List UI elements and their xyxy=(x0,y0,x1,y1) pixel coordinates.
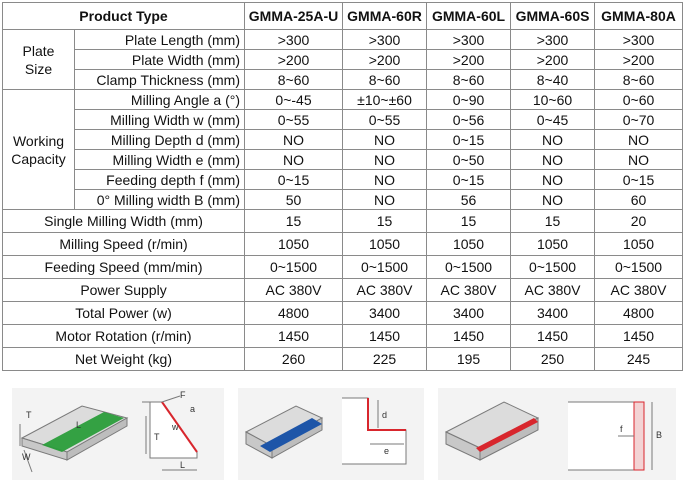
fig-label: T xyxy=(154,432,160,442)
cell: 3400 xyxy=(427,302,511,325)
table-row xyxy=(3,90,683,110)
cell: >300 xyxy=(245,30,343,50)
diagram-strip xyxy=(2,382,682,486)
cell: 20 xyxy=(595,210,683,233)
cell: 8~60 xyxy=(427,70,511,90)
cell: NO xyxy=(343,130,427,150)
fig-label: f xyxy=(620,424,623,434)
cell: 0~-45 xyxy=(245,90,343,110)
fig-label: W xyxy=(22,452,31,462)
group-working-capacity xyxy=(3,90,75,210)
group-label: Plate xyxy=(22,42,55,59)
cell: ±10~±60 xyxy=(343,90,427,110)
dim-line xyxy=(162,396,180,402)
param-label: Feeding depth f (mm) xyxy=(75,170,245,190)
cell: NO xyxy=(245,130,343,150)
cell: >200 xyxy=(343,50,427,70)
table-row xyxy=(3,279,683,302)
table-row xyxy=(3,30,683,50)
cell: 0~15 xyxy=(427,170,511,190)
cell: 0~15 xyxy=(245,170,343,190)
cell: 1050 xyxy=(427,233,511,256)
cell: 195 xyxy=(427,348,511,371)
table-row xyxy=(3,50,683,70)
milled-face xyxy=(634,402,644,470)
table-row xyxy=(3,302,683,325)
cell: 1050 xyxy=(595,233,683,256)
cell: 0~1500 xyxy=(595,256,683,279)
cell: 4800 xyxy=(245,302,343,325)
table-row xyxy=(3,130,683,150)
flat-diagram-svg xyxy=(438,388,676,480)
cell: NO xyxy=(343,190,427,210)
cell: 15 xyxy=(427,210,511,233)
step-diagram-svg xyxy=(238,388,424,480)
cell: 0~50 xyxy=(427,150,511,170)
cell: 0~1500 xyxy=(343,256,427,279)
table-row xyxy=(3,70,683,90)
section-profile xyxy=(142,402,197,458)
param-label: Plate Length (mm) xyxy=(75,30,245,50)
model-header: GMMA-80A xyxy=(595,3,683,30)
cell: 0~15 xyxy=(427,130,511,150)
cell: AC 380V xyxy=(595,279,683,302)
cell: 0~55 xyxy=(343,110,427,130)
model-header: GMMA-60R xyxy=(343,3,427,30)
cell: 245 xyxy=(595,348,683,371)
cell: 0~15 xyxy=(595,170,683,190)
table-row xyxy=(3,256,683,279)
cell: 1450 xyxy=(595,325,683,348)
table-row xyxy=(3,348,683,371)
cell: NO xyxy=(595,130,683,150)
param-label: Milling Width e (mm) xyxy=(75,150,245,170)
param-label: Plate Width (mm) xyxy=(75,50,245,70)
cell: 8~60 xyxy=(343,70,427,90)
fig-label: L xyxy=(76,420,82,430)
fig-label: T xyxy=(26,410,32,420)
cell: NO xyxy=(511,130,595,150)
fig-label: F xyxy=(180,390,186,400)
cell: NO xyxy=(343,150,427,170)
table-row xyxy=(3,233,683,256)
table-row xyxy=(3,110,683,130)
bevel-diagram-svg xyxy=(12,388,224,480)
cell: 225 xyxy=(343,348,427,371)
table-row xyxy=(3,325,683,348)
param-label: Clamp Thickness (mm) xyxy=(75,70,245,90)
group-label: Capacity xyxy=(11,150,66,167)
cell: >200 xyxy=(511,50,595,70)
param-label: 0° Milling width B (mm) xyxy=(75,190,245,210)
group-label: Working xyxy=(12,132,65,149)
cell: 8~60 xyxy=(595,70,683,90)
fig-label: d xyxy=(382,410,388,420)
cell: 0~1500 xyxy=(245,256,343,279)
cell: 15 xyxy=(343,210,427,233)
cell: 10~60 xyxy=(511,90,595,110)
cell: 0~60 xyxy=(595,90,683,110)
fig-label: e xyxy=(384,446,390,456)
cell: >200 xyxy=(427,50,511,70)
table-row xyxy=(3,170,683,190)
cell: 0~90 xyxy=(427,90,511,110)
cell: AC 380V xyxy=(343,279,427,302)
cell: 250 xyxy=(511,348,595,371)
cell: AC 380V xyxy=(245,279,343,302)
cell: 0~45 xyxy=(511,110,595,130)
diagram-step-milling xyxy=(238,388,424,480)
cell: NO xyxy=(595,150,683,170)
cell: >200 xyxy=(245,50,343,70)
cell: 1450 xyxy=(245,325,343,348)
cell: 8~60 xyxy=(245,70,343,90)
cell: >300 xyxy=(343,30,427,50)
cell: 8~40 xyxy=(511,70,595,90)
product-type-header: Product Type xyxy=(3,3,245,30)
param-label: Single Milling Width (mm) xyxy=(3,210,245,233)
cell: 0~56 xyxy=(427,110,511,130)
cell: >300 xyxy=(427,30,511,50)
cell: 3400 xyxy=(343,302,427,325)
cell: >200 xyxy=(595,50,683,70)
fig-label: w xyxy=(172,422,179,432)
cell: 0~1500 xyxy=(427,256,511,279)
group-label: Size xyxy=(24,60,53,77)
cell: >300 xyxy=(511,30,595,50)
cell: >300 xyxy=(595,30,683,50)
fig-label: a xyxy=(190,404,196,414)
header-row xyxy=(3,3,683,30)
cell: 1050 xyxy=(245,233,343,256)
param-label: Motor Rotation (r/min) xyxy=(3,325,245,348)
cell: 4800 xyxy=(595,302,683,325)
cell: 1050 xyxy=(343,233,427,256)
diagram-bevel-milling xyxy=(12,388,224,480)
diagram-zero-degree-milling xyxy=(438,388,676,480)
group-plate-size xyxy=(3,30,75,90)
param-label: Milling Angle a (°) xyxy=(75,90,245,110)
fig-label: B xyxy=(656,430,663,440)
cell: 1450 xyxy=(511,325,595,348)
cell: AC 380V xyxy=(427,279,511,302)
cell: 60 xyxy=(595,190,683,210)
cell: 0~1500 xyxy=(511,256,595,279)
table-row xyxy=(3,150,683,170)
table-row xyxy=(3,210,683,233)
cell: 0~55 xyxy=(245,110,343,130)
cell: NO xyxy=(511,190,595,210)
cell: 15 xyxy=(511,210,595,233)
cell: 3400 xyxy=(511,302,595,325)
param-label: Milling Depth d (mm) xyxy=(75,130,245,150)
model-header: GMMA-25A-U xyxy=(245,3,343,30)
param-label: Milling Width w (mm) xyxy=(75,110,245,130)
cell: NO xyxy=(245,150,343,170)
cell: 1450 xyxy=(343,325,427,348)
table-row xyxy=(3,190,683,210)
fig-label: L xyxy=(180,460,186,470)
spec-table xyxy=(2,2,683,371)
param-label: Feeding Speed (mm/min) xyxy=(3,256,245,279)
cell: 50 xyxy=(245,190,343,210)
cell: 15 xyxy=(245,210,343,233)
cell: 0~70 xyxy=(595,110,683,130)
model-header: GMMA-60S xyxy=(511,3,595,30)
cell: 1450 xyxy=(427,325,511,348)
cell: NO xyxy=(511,150,595,170)
param-label: Milling Speed (r/min) xyxy=(3,233,245,256)
cell: 260 xyxy=(245,348,343,371)
param-label: Net Weight (kg) xyxy=(3,348,245,371)
cell: 1050 xyxy=(511,233,595,256)
param-label: Total Power (w) xyxy=(3,302,245,325)
cell: NO xyxy=(511,170,595,190)
cell: 56 xyxy=(427,190,511,210)
cell: NO xyxy=(343,170,427,190)
cell: AC 380V xyxy=(511,279,595,302)
model-header: GMMA-60L xyxy=(427,3,511,30)
param-label: Power Supply xyxy=(3,279,245,302)
